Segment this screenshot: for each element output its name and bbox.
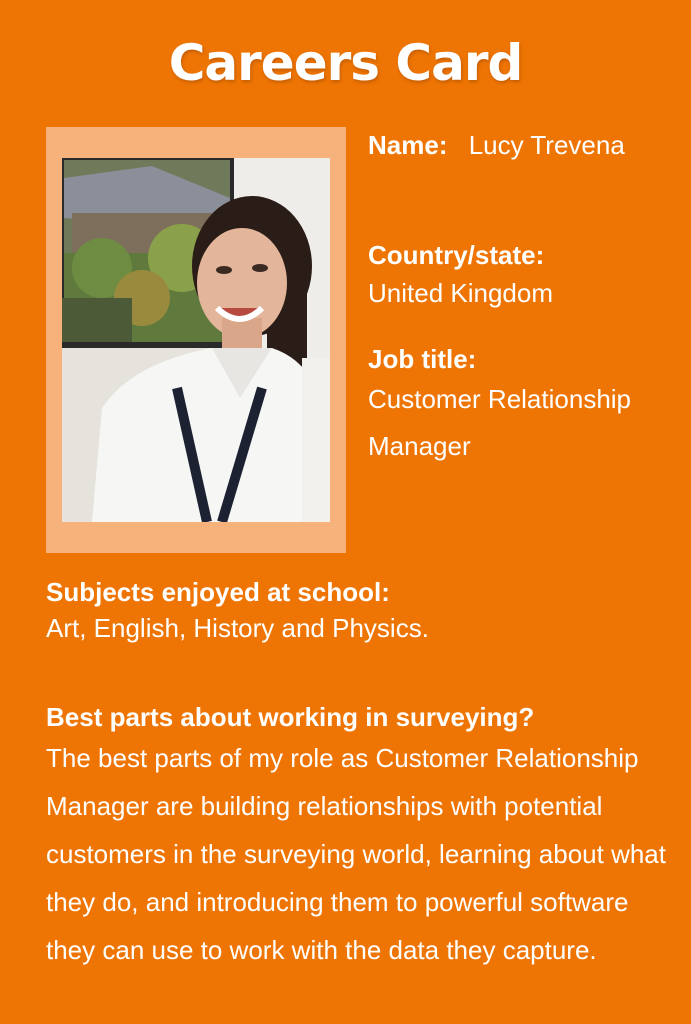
job-value: Customer Relationship Manager [368, 384, 632, 461]
name-row [368, 128, 625, 162]
name-label: Name: [368, 130, 448, 160]
job-label: Job title: [368, 344, 477, 374]
best-parts-value: The best parts of my role as Customer Relationship Manager are building relationships with potential customers in the surveying world, learning about what they do, and introducing them to powerful software they can use to work with the data they capture. [46, 743, 666, 965]
job-section [368, 342, 678, 470]
country-label: Country/state: [368, 240, 545, 270]
name-value: Lucy Trevena [468, 130, 625, 160]
page-title: Careers Card [168, 34, 523, 92]
subjects-value: Art, English, History and Physics. [46, 613, 429, 643]
profile-photo [62, 158, 330, 522]
country-section [368, 236, 668, 312]
best-parts-label: Best parts about working in surveying? [46, 702, 535, 732]
country-value: United Kingdom [368, 278, 553, 308]
best-parts-section [46, 700, 666, 974]
subjects-section [46, 574, 666, 646]
subjects-label: Subjects enjoyed at school: [46, 577, 390, 607]
photo-frame [46, 127, 346, 553]
